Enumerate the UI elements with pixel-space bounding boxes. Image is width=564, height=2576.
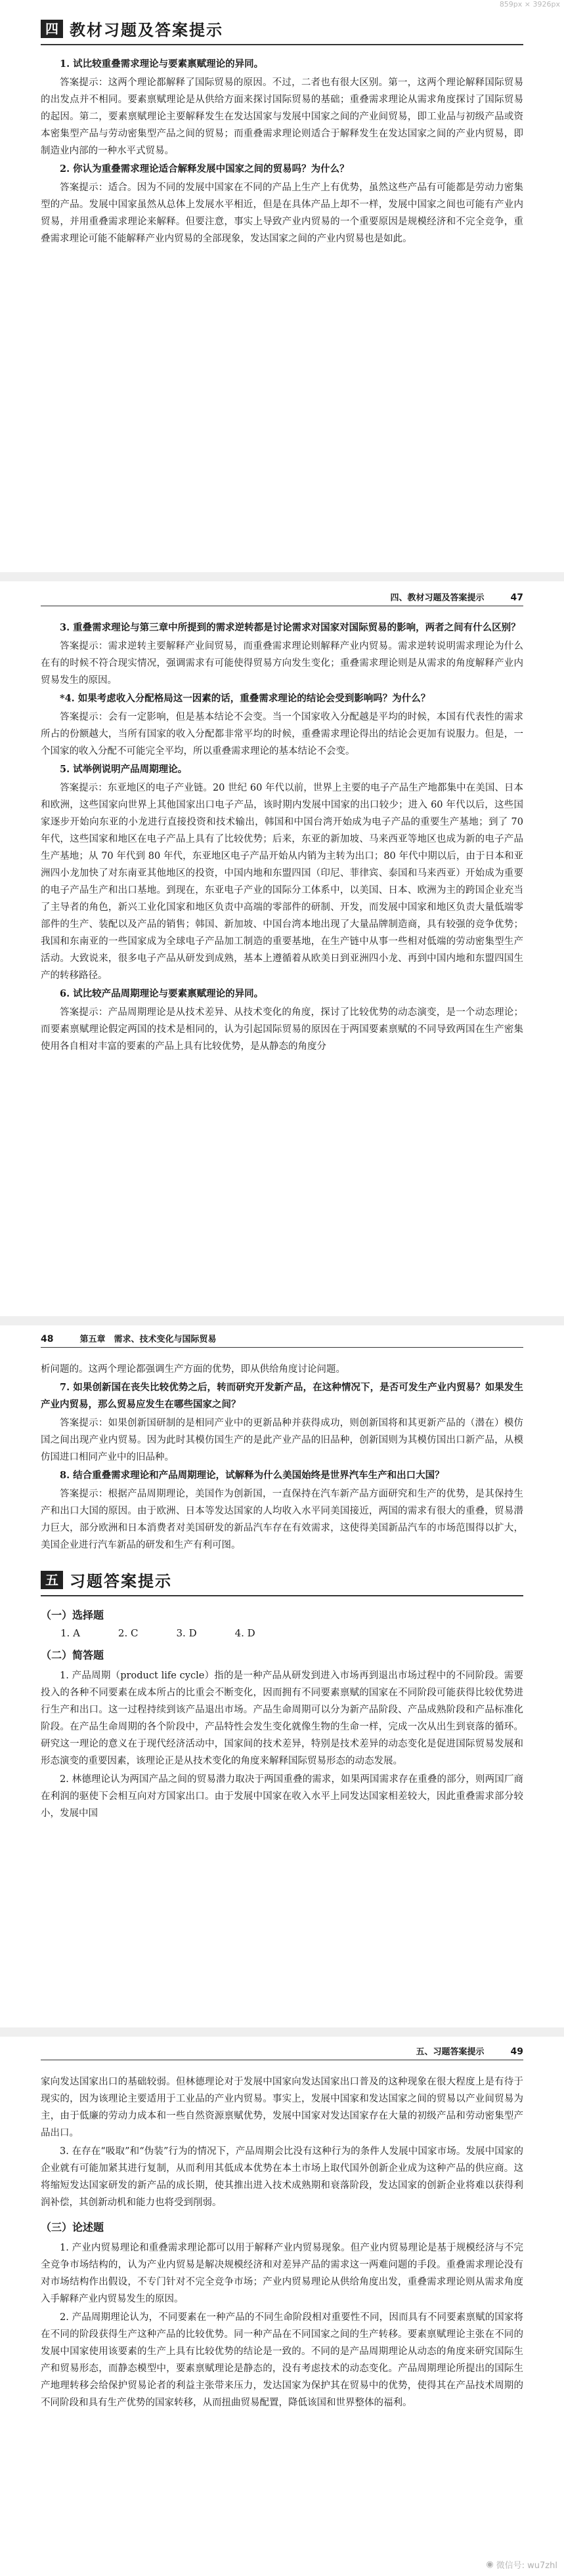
page-number: 49 xyxy=(510,2046,523,2057)
answer-8: 答案提示：根据产品周期理论，美国作为创新国，一直保持在汽车新产品方面研究和生产的优势，是其保持生产和出口大国的原因。由于欧洲、日本等发达国家的人均收入水平同美国接近，两国的需求有很大的重叠，贸易潜力巨大，部分欧洲和日本消费者对美国研发的新品汽车存在有效需求，这使得美国新品汽车的市场范围得以扩大，美国企业进行汽车新品的研发和生产有利可图。 xyxy=(41,1489,523,1550)
page-separator xyxy=(0,1316,564,1325)
essay-answer-1: 1. 产业内贸易理论和重叠需求理论都可以用于解释产业内贸易现象。但产业内贸易理论是基于规模经济与不完全竞争市场结构的，认为产业内贸易是解决规模经济和对差异产品的需求这一两难问题的手段。重叠需求理论没有对市场结构作出假设，不专门针对不完全竞争市场；产业内贸易理论从供给角度出发，重叠需求理论则从需求角度入手解释产业内贸易发生的原因。 xyxy=(41,2243,523,2304)
choice-answers xyxy=(41,1627,523,1639)
question-2: 2. 你认为重叠需求理论适合解释发展中国家之间的贸易吗？为什么？ xyxy=(60,163,349,175)
question-3: 3. 重叠需求理论与第三章中所提到的需求逆转都是讨论需求对国家对国际贸易的影响，两者之间有什么区别？ xyxy=(60,622,521,633)
question-6: 6. 试比较产品周期理论与要素禀赋理论的异同。 xyxy=(60,988,264,999)
running-header-title: 四、教材习题及答案提示 xyxy=(390,593,485,603)
choice-answer: 2. C xyxy=(118,1627,139,1639)
wechat-icon: ◉ xyxy=(486,2560,494,2569)
wechat-watermark xyxy=(486,2558,557,2571)
choice-answer: 1. A xyxy=(60,1627,80,1639)
subsection-essay: （三）论述题 xyxy=(41,2221,104,2233)
answer-1: 答案提示：这两个理论都解释了国际贸易的原因。不过，二者也有很大区别。第一，这两个理论解释国际贸易的出发点并不相同。要素禀赋理论是从供给方面来探讨国际贸易的基础；重叠需求理论从需求角度探讨了国际贸易的起因。第二，要素禀赋理论主要解释发生在发达国家与发展中国家之间的产业间贸易，即工业品与初级产品或资本密集型产品与劳动密集型产品之间的贸易；而重叠需求理论则适合于解释发生在发达国家之间的产业内贸易，即制造业内部的一种水平式贸易。 xyxy=(41,77,523,156)
question-1: 1. 试比较重叠需求理论与要素禀赋理论的异同。 xyxy=(60,58,264,70)
section-number-badge: 四 xyxy=(41,20,63,38)
answer-4: 答案提示：会有一定影响，但是基本结论不会变。当一个国家收入分配越是平均的时候，本国有代表性的需求所占的份额越大，当所有国家的收入分配都非常平均的时候，重叠需求理论得出的结论会更加有说服力。但是，一个国家的收入分配不可能完全平均，所以重叠需求理论的基本结论不会变。 xyxy=(41,712,523,757)
document-page-48 xyxy=(0,585,564,1315)
section-title: 习题答案提示 xyxy=(70,1572,172,1590)
page-number: 47 xyxy=(510,592,523,603)
watermark-text: 微信号: wu7zhl xyxy=(496,2561,557,2571)
section-number-badge: 五 xyxy=(41,1571,63,1589)
answer-2: 答案提示：适合。因为不同的发展中国家在不同的产品上生产上有优势，虽然这些产品有可能都是劳动力密集型的产品。发展中国家虽然从总体上发展水平相近，但是在具体产品上却不一样，发展中国家之间也可能有产业内贸易，并用重叠需求理论来解释。但要注意，事实上导致产业内贸易的一个重要原因是规模经济和不完全竞争，重叠需求理论可能不能解释产业内贸易的全部现象，发达国家之间的产业内贸易也是如此。 xyxy=(41,182,523,244)
section-heading-four xyxy=(41,17,523,45)
short-answer-2-continued: 家向发达国家出口的基础较弱。但林德理论对于发展中国家向发达国家出口普及的这种现象在很大程度上是有待于现实的，因为该理论主要适用于工业品的产业内贸易。事实上，发展中国家和发达国家之间的贸易以产业间贸易为主，由于低廉的劳动力成本和一些自然资源禀赋优势，发展中国家对发达国家存在大量的初级产品和劳动密集型产品出口。 xyxy=(41,2077,523,2138)
answer-6: 答案提示：产品周期理论是从技术差异、从技术变化的角度，探讨了比较优势的动态演变，是一个动态理论；而要素禀赋理论假定两国的技术是相同的，认为引起国际贸易的原因在于两国要素禀赋的不同导致两国在生产密集使用各自相对丰富的要素的产品上具有比较优势，是从静态的角度分 xyxy=(41,1007,523,1052)
document-page-49 xyxy=(0,1327,564,2026)
image-dimension-label: 859px × 3926px xyxy=(499,0,560,9)
answer-5: 答案提示：东亚地区的电子产业链。20 世纪 60 年代以前，世界上主要的电子产品生产地都集中在美国、日本和欧洲，这些国家向世界上其他国家出口电子产品，该时期内发展中国家的出口较少；进入 60 年代以后，这些国家逐步开始向东亚的小龙进行直接投资和技术输出，韩国和中国台湾开始成为电子产品的重要生产基地；到了 70 年代，这些国家和地区在电子产品上具有了比较优势；后来，东亚的新加坡、马来西亚等地区也成为新的电子产品生产基地；从 70 年代到 80 年代，东亚地区电子产品开始从内销为主转为出口；80 年代中期以后，由于日本和亚洲四小龙加快了对东南亚其他地区的投资，中国内地和东盟四国（印尼、菲律宾、泰国和马来西亚）开始成为重要的电子产品生产和出口基地。到现在，东亚电子产业的国际分工体系中，以美国、日本、欧洲为主的跨国企业充当了主导者的角色，新兴工业化国家和地区负责中高端的零部件的研制、开发，而发展中国家和地区负责大量低端零部件的生产、装配以及产品的销售；韩国、新加坡、中国台湾本地出现了大量品牌制造商，具有较强的竞争优势；我国和东南亚的一些国家成为全球电子产品加工制造的重要基地，在生产链中从事一些相对低端的劳动密集型生产活动。大致说来，很多电子产品从研发到成熟，基本上遵循着从欧美日到亚洲四小龙、再到中国内地和东盟四国生产的转移路径。 xyxy=(41,783,523,981)
answer-6-continued: 析问题的。这两个理论都强调生产方面的优势，即从供给角度讨论问题。 xyxy=(41,1364,345,1375)
question-8: 8. 结合重叠需求理论和产品周期理论，试解释为什么美国始终是世界汽车生产和出口大国？ xyxy=(60,1470,445,1481)
running-header-title: 第五章 需求、技术变化与国际贸易 xyxy=(79,1335,217,1344)
running-header xyxy=(41,1332,523,1348)
section-title: 教材习题及答案提示 xyxy=(70,21,223,39)
page-number: 48 xyxy=(41,1334,54,1344)
document-page-50 xyxy=(0,2039,564,2576)
subsection-choice: （一）选择题 xyxy=(41,1609,104,1621)
answer-3: 答案提示：需求逆转主要解释产业间贸易，而重叠需求理论则解释产业内贸易。需求逆转说明需求理论为什么在有的时候不符合现实情况，强调需求有可能使得贸易方向发生变化；重叠需求理论则是从需求的角度解释产业内贸易发生的原因。 xyxy=(41,641,523,686)
question-5: 5. 试举例说明产品周期理论。 xyxy=(60,764,188,775)
question-4: *4. 如果考虑收入分配格局这一因素的话，重叠需求理论的结论会受到影响吗？为什么？ xyxy=(60,693,431,704)
answer-7: 答案提示：如果创新国研制的是相同产业中的更新品种并获得成功，则创新国将和其更新产品的（潜在）模仿国之间出现产业内贸易。因为此时其模仿国生产的是此产业产品的旧品种，创新国则为其模仿国出口新产品，从模仿国进口相同产业中的旧品种。 xyxy=(41,1418,523,1463)
page-separator xyxy=(0,572,564,581)
running-header xyxy=(41,2045,523,2060)
essay-answer-2: 2. 产品周期理论认为，不同要素在一种产品的不同生命阶段相对重要性不同，因而具有不同要素禀赋的国家将在不同的阶段获得生产这种产品的比较优势。同一种产品在不同国家之间的生产转移。要素禀赋理论主张在不同的发展中国家使用该要素的生产上具有比较优势的结论是一致的。不同的是产品周期理论从动态的角度来研究国际生产和贸易形态，而静态模型中，要素禀赋理论是静态的，没有考虑技术的动态变化。产品周期理论所提出的国际生产地理转移会给保护贸易论者的利益主张带来压力，发达国家为保护其在贸易中的优势，使得其在产品技术周期的不同阶段和具有生产优势的国家转移，从而扭曲贸易配置，降低该国和世界整体的福利。 xyxy=(41,2312,523,2408)
short-answer-2: 2. 林德理论认为两国产品之间的贸易潜力取决于两国重叠的需求，如果两国需求存在重叠的部分，则两国厂商在利润的驱使下会相互向对方国家出口。由于发展中国家在收入水平上同发达国家相差较大，因此重叠需求部分较小，发展中国 xyxy=(41,1774,523,1819)
short-answer-3: 3. 在存在“吸取”和“伪装”行为的情况下，产品周期会比没有这种行为的条件人发展中国家市场。发展中国家的企业就有可能加紧其进行复制，从而利用其低成本优势在本土市场上取代国外创新企业成为这种产品的供应商。这将缩短发达国家研发的新产品的成长期，使其推出进入技术成熟期和衰落阶段，发达国家的创新企业将难以获得利润补偿，其创新动机和能力也将受到削弱。 xyxy=(41,2146,523,2208)
short-answer-1: 1. 产品周期（product life cycle）指的是一种产品从研发到进入市场再到退出市场过程中的不同阶段。需要投入的各种不同要素在成本所占的比重会不断变化，因而拥有不同要素禀赋的国家在不同阶段可能获得比较优势进行生产和出口。这一过程持续到该产品退出市场。产品生命周期可以分为新产品阶段、产品成熟阶段和产品标准化阶段。在产品生命周期的各个阶段中，产品特性会发生变化就像生物的生命一样，完成一次从出生到衰落的循环。研究这一理论的意义在于现代经济活动中，国家间的技术差异，特别是技术差异的动态变化是促进国际贸易发展和形态演变的重要因素，该理论正是从技术变化的角度来解释国际贸易形态的动态发展。 xyxy=(41,1671,523,1766)
choice-answer: 3. D xyxy=(176,1627,197,1639)
running-header-title: 五、习题答案提示 xyxy=(416,2047,485,2057)
subsection-short-answer: （二）简答题 xyxy=(41,1649,104,1661)
section-heading-five xyxy=(41,1568,523,1596)
question-7: 7. 如果创新国在丧失比较优势之后，转而研究开发新产品，在这种情况下，是否可发生产业内贸易？如果发生产业内贸易，那么贸易应发生在哪些国家之间？ xyxy=(41,1382,523,1410)
page-separator xyxy=(0,2027,564,2037)
choice-answer: 4. D xyxy=(234,1627,255,1639)
running-header xyxy=(41,591,523,606)
document-page-47 xyxy=(0,13,564,571)
